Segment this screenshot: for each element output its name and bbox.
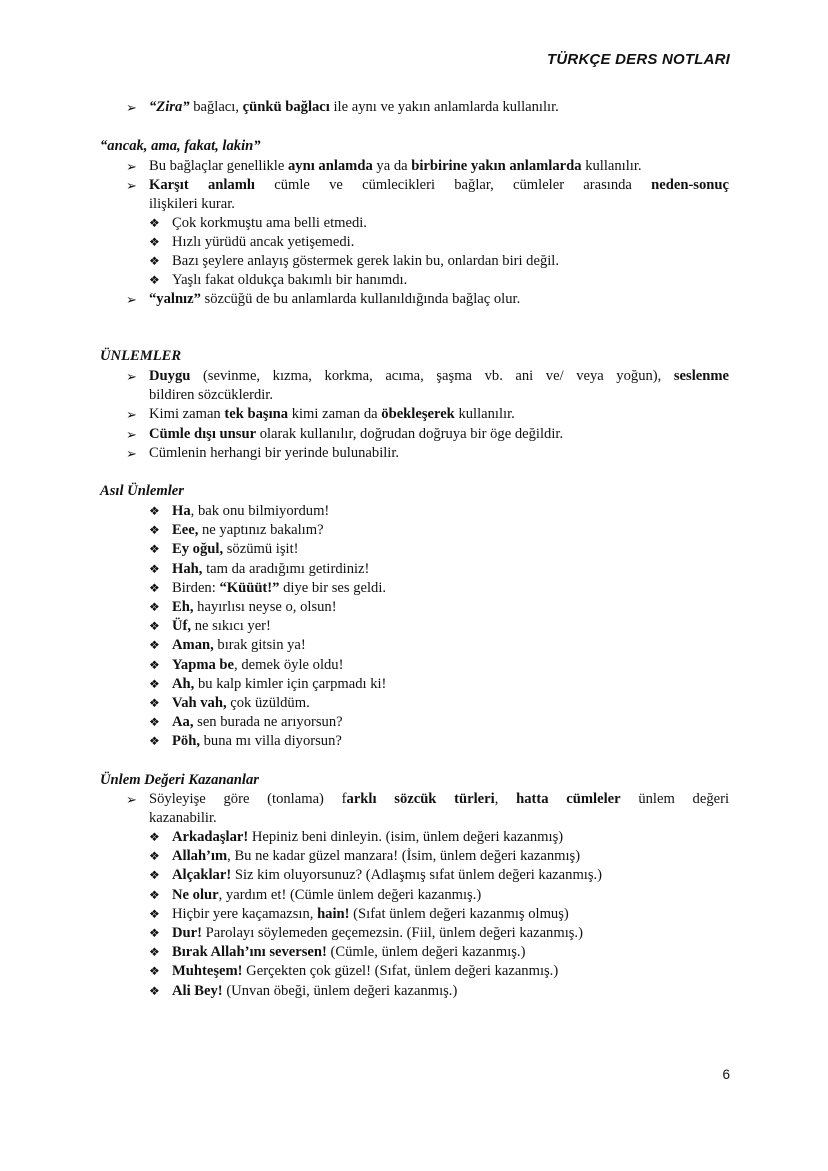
list-item-text: Hiçbir yere kaçamazsın, hain! (Sıfat ünlem değeri kazanmış olmuş) (172, 905, 569, 922)
diamond-bullet-icon: ❖ (149, 734, 160, 749)
kazananlar-bullet-1-text: Söyleyişe göre (tonlama) farklı sözcük türleri, hatta cümleler ünlem değeri (149, 791, 730, 807)
diamond-bullet-icon: ❖ (149, 273, 160, 287)
list-item-text: Ey oğul, sözümü işit! (172, 541, 299, 558)
arrow-bullet-icon: ➢ (126, 159, 137, 174)
arrow-bullet-icon: ➢ (126, 792, 137, 807)
arrow-bullet-icon: ➢ (126, 369, 137, 384)
list-item-text: Eh, hayırlısı neyse o, olsun! (172, 599, 337, 615)
diamond-bullet-icon: ❖ (149, 849, 160, 864)
arrow-bullet-icon: ➢ (126, 407, 137, 422)
diamond-bullet-icon: ❖ (149, 964, 160, 979)
unlemler-bullet-2-text: Kimi zaman tek başına kimi zaman da öbekleşerek kullanılır. (149, 406, 515, 422)
diamond-bullet-icon: ❖ (149, 945, 160, 960)
ancak-bullet-1-text: Bu bağlaçlar genellikle aynı anlamda ya da birbirine yakın anlamlarda kullanılır. (149, 158, 642, 174)
ancak-example-text: Yaşlı fakat oldukça bakımlı bir hanımdı. (172, 272, 408, 288)
list-item-text: Bırak Allah’ını seversen! (Cümle, ünlem değeri kazanmış.) (172, 944, 526, 961)
diamond-bullet-icon: ❖ (149, 235, 160, 249)
arrow-bullet-icon: ➢ (126, 446, 137, 461)
diamond-bullet-icon: ❖ (149, 657, 160, 672)
diamond-bullet-icon: ❖ (149, 906, 160, 921)
arrow-bullet-icon: ➢ (126, 427, 137, 442)
list-item-text: Vah vah, çok üzüldüm. (172, 695, 310, 711)
ancak-bullet-2-text: Karşıt anlamlı cümle ve cümlecikleri bağlar, cümleler arasında neden-sonuç (149, 177, 729, 193)
diamond-bullet-icon: ❖ (149, 696, 160, 710)
list-item-text: Eee, ne yaptınız bakalım? (172, 522, 324, 539)
list-item-text: Aa, sen burada ne arıyorsun? (172, 714, 343, 731)
diamond-bullet-icon: ❖ (149, 676, 160, 691)
arrow-bullet-icon: ➢ (126, 100, 137, 115)
list-item-text: Üf, ne sıkıcı yer! (172, 618, 271, 635)
page-number: 6 (722, 1067, 730, 1082)
diamond-bullet-icon: ❖ (149, 580, 160, 595)
list-item-text: Birden: “Küüüt!” diye bir ses geldi. (172, 579, 387, 596)
diamond-bullet-icon: ❖ (149, 542, 160, 557)
list-item-text: Pöh, buna mı villa diyorsun? (172, 733, 342, 750)
list-item-text: Ha, bak onu bilmiyordum! (172, 503, 330, 519)
unlemler-bullet-3-text: Cümle dışı unsur olarak kullanılır, doğrudan doğruya bir öge değildir. (149, 426, 564, 442)
kazananlar-bullet-1-cont: kazanabilir. (149, 810, 217, 826)
diamond-bullet-icon: ❖ (149, 983, 160, 998)
unlemler-heading: ÜNLEMLER (100, 348, 182, 364)
ancak-example-text: Çok korkmuştu ama belli etmedi. (172, 215, 367, 231)
ancak-example-text: Bazı şeylere anlayış göstermek gerek lakin bu, onlardan biri değil. (172, 253, 560, 269)
unlemler-bullet-1-cont: bildiren sözcüklerdir. (149, 387, 274, 403)
zira-text: “Zira” bağlacı, çünkü bağlacı ile aynı ve yakın anlamlarda kullanılır. (149, 99, 559, 115)
diamond-bullet-icon: ❖ (149, 523, 160, 538)
ancak-example-text: Hızlı yürüdü ancak yetişemedi. (172, 234, 355, 250)
diamond-bullet-icon: ❖ (149, 887, 160, 902)
diamond-bullet-icon: ❖ (149, 926, 160, 940)
unlemler-bullet-1-text: Duygu (sevinme, kızma, korkma, acıma, şaşma vb. ani ve/ veya yoğun), seslenme (149, 368, 729, 384)
diamond-bullet-icon: ❖ (149, 254, 160, 268)
diamond-bullet-icon: ❖ (149, 638, 160, 653)
arrow-bullet-icon: ➢ (126, 178, 137, 193)
list-item-text: Dur! Parolayı söylemeden geçemezsin. (Fiil, ünlem değeri kazanmış.) (172, 925, 583, 941)
kazananlar-heading: Ünlem Değeri Kazananlar (100, 772, 259, 788)
arrow-bullet-icon: ➢ (126, 292, 137, 307)
diamond-bullet-icon: ❖ (149, 868, 160, 883)
diamond-bullet-icon: ❖ (149, 504, 160, 518)
unlemler-bullet-4-text: Cümlenin herhangi bir yerinde bulunabilir. (149, 445, 400, 461)
diamond-bullet-icon: ❖ (149, 619, 160, 634)
list-item-text: Aman, bırak gitsin ya! (172, 637, 306, 654)
list-item-text: Hah, tam da aradığımı getirdiniz! (172, 560, 370, 577)
list-item-text: Ah, bu kalp kimler için çarpmadı ki! (172, 675, 387, 692)
diamond-bullet-icon: ❖ (149, 715, 160, 730)
diamond-bullet-icon: ❖ (149, 561, 160, 576)
list-item-text: Ne olur, yardım et! (Cümle ünlem değeri kazanmış.) (172, 886, 482, 903)
list-item-text: Yapma be, demek öyle oldu! (172, 656, 344, 673)
page-header-title: TÜRKÇE DERS NOTLARI (547, 51, 730, 68)
ancak-bullet-2-cont: ilişkileri kurar. (149, 196, 235, 212)
list-item-text: Muhteşem! Gerçekten çok güzel! (Sıfat, ünlem değeri kazanmış.) (172, 963, 559, 980)
list-item-text: Ali Bey! (Unvan öbeği, ünlem değeri kazanmış.) (172, 982, 458, 999)
diamond-bullet-icon: ❖ (149, 216, 160, 230)
ancak-bullet-3-text: “yalnız” sözcüğü de bu anlamlarda kullanıldığında bağlaç olur. (149, 291, 521, 307)
list-item-text: Alçaklar! Siz kim oluyorsunuz? (Adlaşmış sıfat ünlem değeri kazanmış.) (172, 867, 603, 884)
asil-unlemler-heading: Asıl Ünlemler (100, 483, 184, 499)
ancak-heading: “ancak, ama, fakat, lakin” (100, 138, 261, 154)
list-item-text: Arkadaşlar! Hepiniz beni dinleyin. (isim, ünlem değeri kazanmış) (172, 829, 564, 845)
diamond-bullet-icon: ❖ (149, 830, 160, 844)
diamond-bullet-icon: ❖ (149, 600, 160, 614)
list-item-text: Allah’ım, Bu ne kadar güzel manzara! (İsim, ünlem değeri kazanmış) (172, 848, 581, 865)
